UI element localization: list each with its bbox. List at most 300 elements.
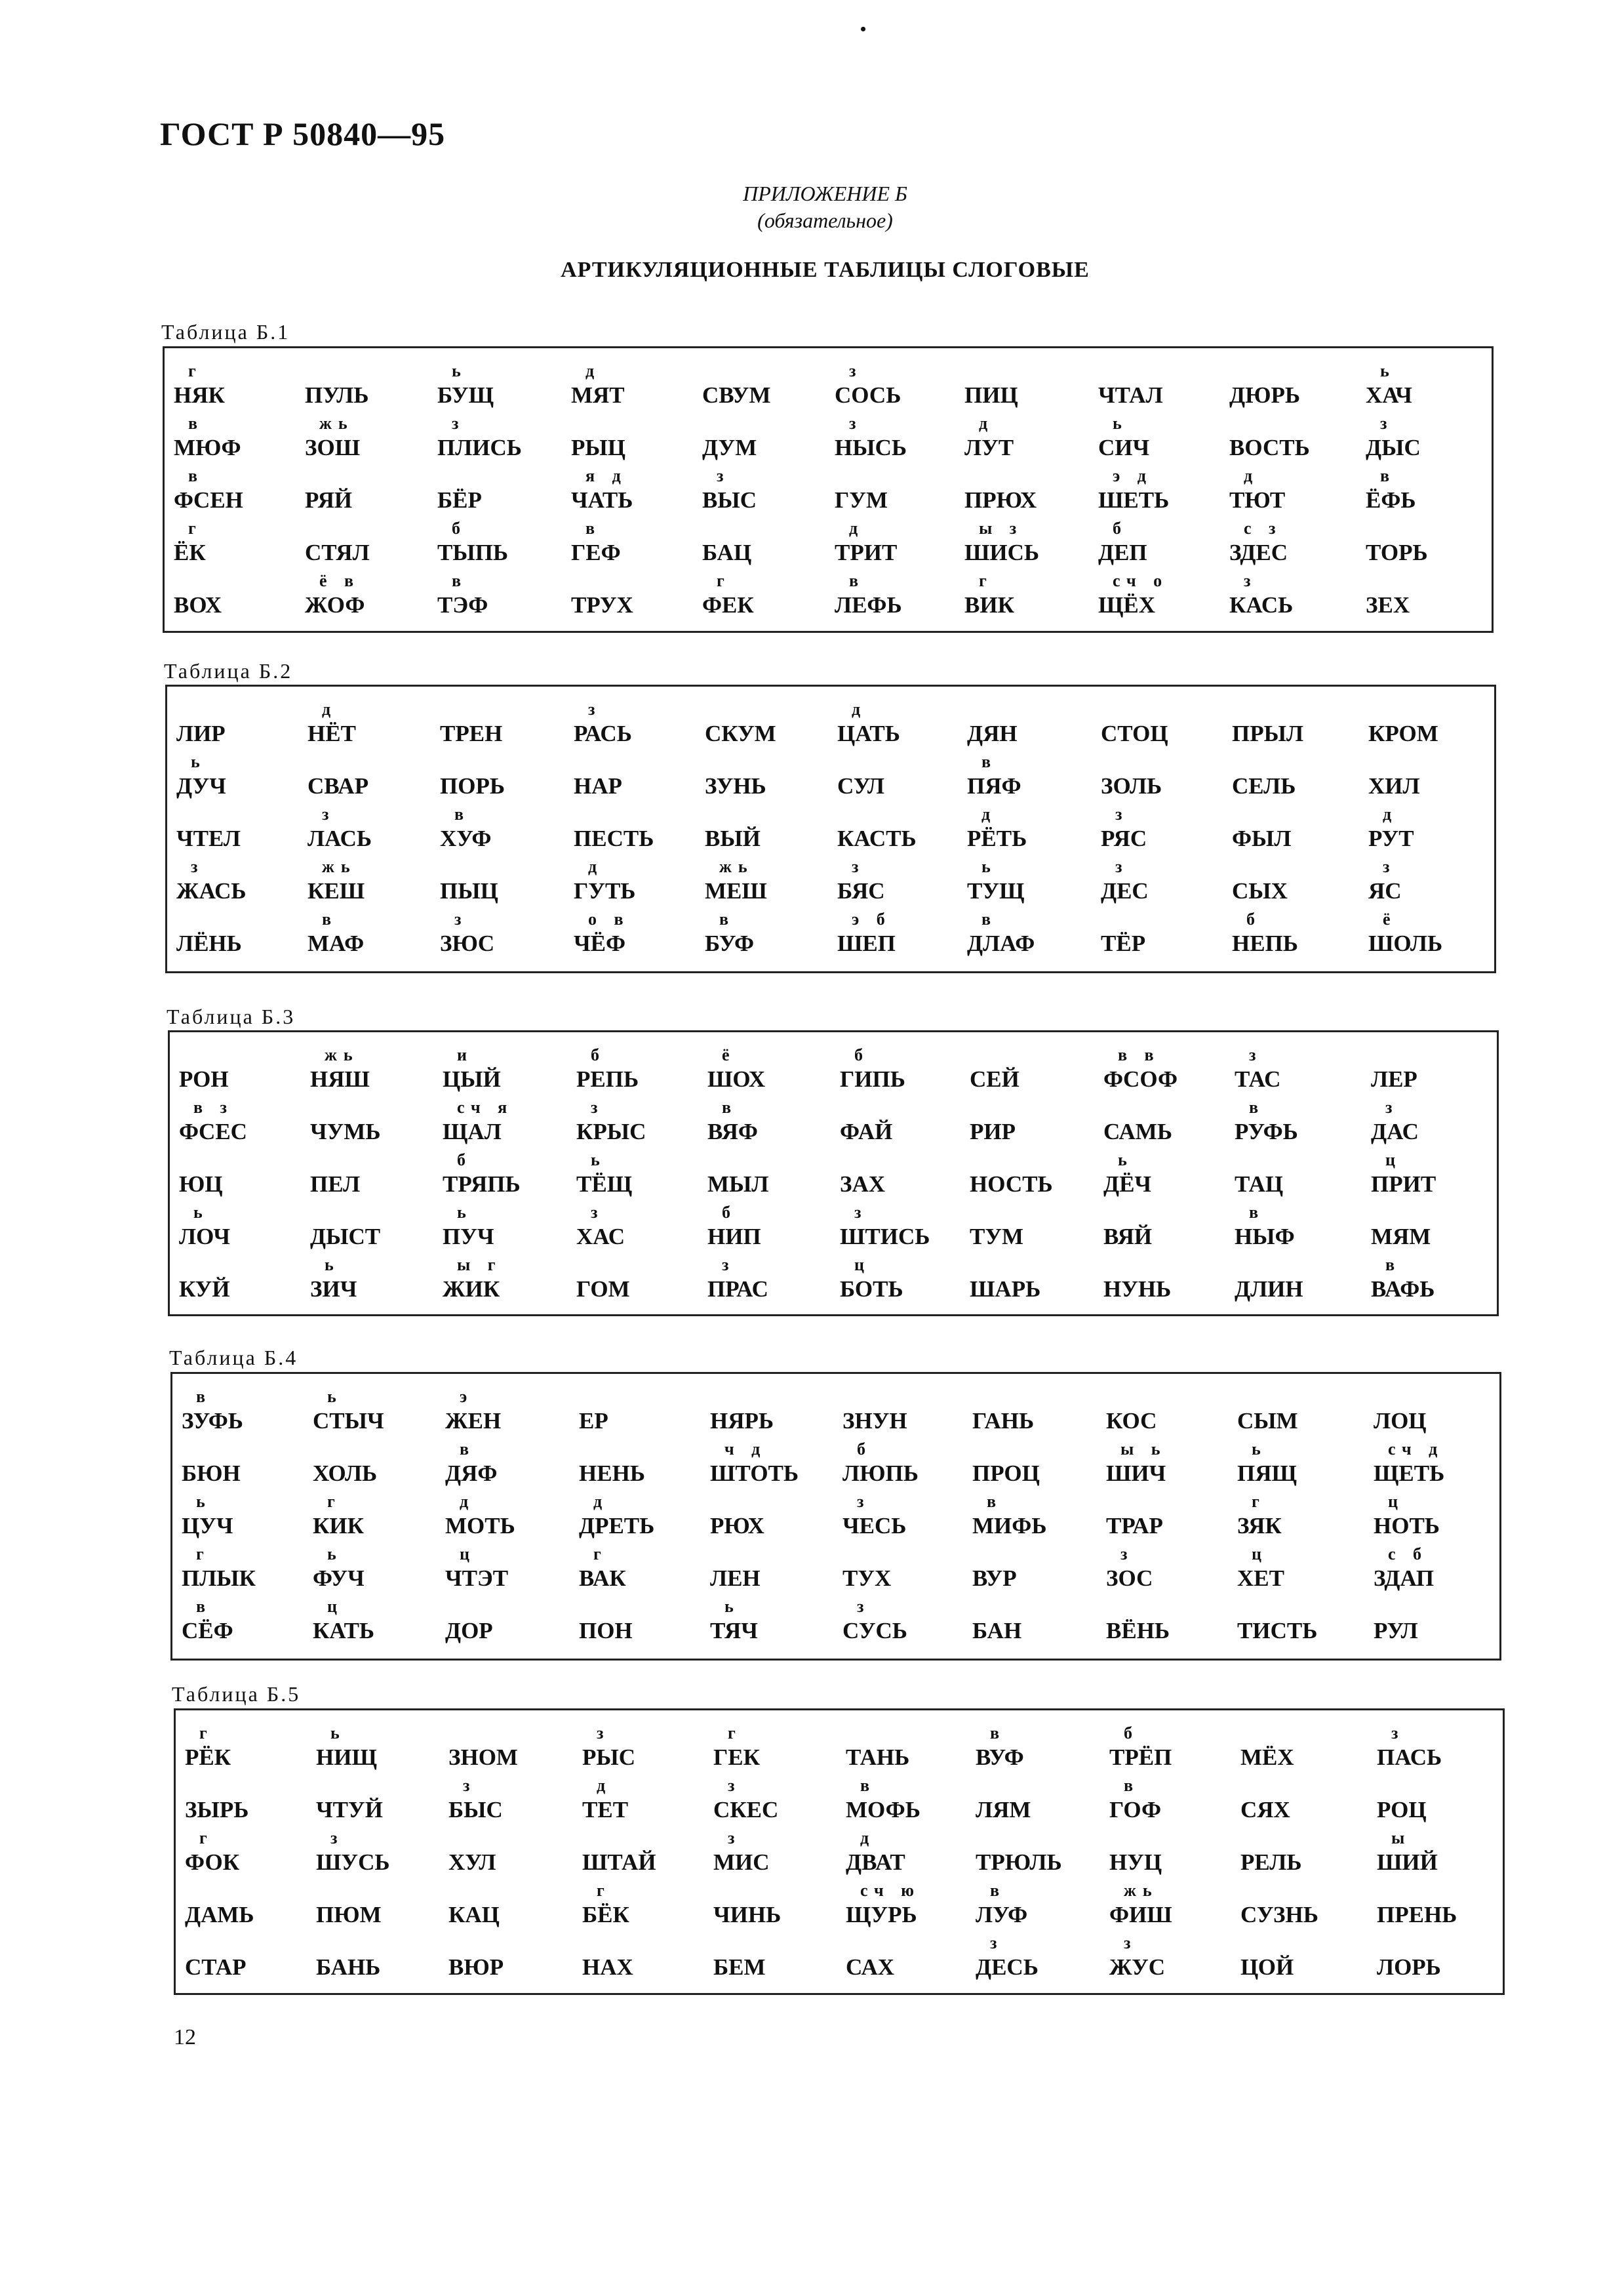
- syllable-word: ТРЯПЬ: [443, 1171, 521, 1197]
- syllable-word: ТЯЧ: [710, 1618, 758, 1643]
- syllable-word: ЗЫРЬ: [185, 1797, 249, 1823]
- syllable-word: МОФЬ: [846, 1797, 921, 1823]
- syllable-word: ФОК: [185, 1849, 240, 1875]
- syllable-word: ВЯФ: [707, 1119, 758, 1144]
- syllable-mark: ь: [327, 1387, 343, 1406]
- syllable-word: ЗДЕС: [1229, 540, 1288, 565]
- syllable-word: ХУФ: [440, 826, 492, 851]
- syllable-word: ЗЕХ: [1366, 592, 1410, 618]
- syllable-word: ТЫПЬ: [437, 540, 509, 565]
- scan-speck: •: [860, 20, 867, 39]
- syllable-word: БЮН: [182, 1460, 241, 1486]
- syllable-word: ПЯФ: [967, 773, 1021, 799]
- syllable-word: ВЁНЬ: [1106, 1618, 1170, 1643]
- syllable-mark: в: [719, 910, 736, 929]
- syllable-mark: г: [1252, 1492, 1266, 1511]
- syllable-word: ПЛИСЬ: [437, 435, 522, 460]
- syllable-word: ЛАСЬ: [307, 826, 372, 851]
- syllable-word: БЁК: [582, 1902, 629, 1927]
- syllable-mark: в: [981, 910, 998, 929]
- syllable-mark: э д: [1113, 466, 1153, 485]
- syllable-mark: д: [860, 1828, 876, 1847]
- syllable-word: ВЯЙ: [1103, 1224, 1153, 1249]
- syllable-word: ГЕК: [713, 1744, 760, 1770]
- syllable-word: ВОСТЬ: [1229, 435, 1310, 460]
- syllable-word: МЮФ: [174, 435, 241, 460]
- syllable-word: НЯК: [174, 382, 225, 408]
- syllable-word: ЧТЭТ: [445, 1565, 509, 1591]
- syllable-mark: з: [1120, 1544, 1134, 1563]
- syllable-word: ПЕЛ: [310, 1171, 361, 1197]
- syllable-mark: ы з: [979, 519, 1023, 538]
- syllable-word: СВАР: [307, 773, 369, 799]
- syllable-word: САМЬ: [1103, 1119, 1172, 1144]
- syllable-word: ХОЛЬ: [313, 1460, 378, 1486]
- syllable-mark: в: [1380, 466, 1396, 485]
- syllable-word: ДУМ: [702, 435, 757, 460]
- syllable-mark: ь: [193, 1203, 209, 1222]
- syllable-word: ЛОЧ: [179, 1224, 231, 1249]
- syllable-word: МЯМ: [1371, 1224, 1431, 1249]
- syllable-word: РЮХ: [710, 1513, 764, 1539]
- syllable-word: ТУМ: [970, 1224, 1024, 1249]
- syllable-mark: г: [199, 1828, 214, 1847]
- syllable-mark: в: [452, 571, 468, 590]
- syllable-mark: ь: [1252, 1440, 1267, 1459]
- syllable-word: РЫЦ: [571, 435, 625, 460]
- table-caption: Таблица Б.5: [172, 1682, 301, 1706]
- syllable-mark: д: [979, 414, 995, 433]
- syllable-mark: в: [990, 1881, 1006, 1900]
- syllable-word: ЩЕТЬ: [1374, 1460, 1445, 1486]
- syllable-word: ГОФ: [1109, 1797, 1162, 1823]
- syllable-word: БОТЬ: [840, 1276, 903, 1302]
- syllable-word: РЫС: [582, 1744, 636, 1770]
- syllable-word: ПИЦ: [964, 382, 1018, 408]
- syllable-mark: з: [591, 1203, 604, 1222]
- syllable-word: ЖИК: [443, 1276, 500, 1302]
- syllable-word: РУТ: [1368, 826, 1414, 851]
- syllable-word: ТРИТ: [835, 540, 898, 565]
- syllable-mark: з: [463, 1776, 477, 1795]
- syllable-word: ЗОС: [1106, 1565, 1153, 1591]
- syllable-word: ПОРЬ: [440, 773, 505, 799]
- syllable-mark: э б: [852, 910, 892, 929]
- syllable-word: ПАСЬ: [1377, 1744, 1442, 1770]
- syllable-word: НУНЬ: [1103, 1276, 1172, 1302]
- syllable-word: БЫС: [448, 1797, 503, 1823]
- syllable-word: КАСТЬ: [837, 826, 917, 851]
- syllable-word: ЛОЦ: [1374, 1408, 1427, 1434]
- syllable-word: ВЫЙ: [705, 826, 761, 851]
- syllable-word: ШИСЬ: [964, 540, 1040, 565]
- syllable-mark: з: [452, 414, 465, 433]
- syllable-word: ХАС: [576, 1224, 625, 1249]
- syllable-mark: з: [1249, 1045, 1263, 1064]
- syllable-mark: ё в: [319, 571, 361, 590]
- syllable-word: СОСЬ: [835, 382, 901, 408]
- syllable-word: ЗИЧ: [310, 1276, 357, 1302]
- syllable-word: ВИК: [964, 592, 1014, 618]
- syllable-mark: э: [460, 1387, 474, 1406]
- syllable-word: ТЕТ: [582, 1797, 629, 1823]
- syllable-word: ТЮТ: [1229, 487, 1286, 513]
- syllable-word: РЯС: [1101, 826, 1147, 851]
- syllable-word: НОСТЬ: [970, 1171, 1053, 1197]
- syllable-word: ТАЦ: [1235, 1171, 1284, 1197]
- syllable-word: КИК: [313, 1513, 364, 1539]
- syllable-word: ЧУМЬ: [310, 1119, 381, 1144]
- syllable-word: НЁТ: [307, 721, 356, 746]
- syllable-mark: ь: [325, 1255, 340, 1274]
- syllable-mark: д: [460, 1492, 475, 1511]
- syllable-word: СТЫЧ: [313, 1408, 384, 1434]
- syllable-mark: з: [1391, 1723, 1405, 1742]
- syllable-word: ЁФЬ: [1366, 487, 1416, 513]
- syllable-mark: в в: [1118, 1045, 1160, 1064]
- syllable-word: КЕШ: [307, 878, 365, 904]
- syllable-word: ШУСЬ: [316, 1849, 390, 1875]
- syllable-word: ЩАЛ: [443, 1119, 502, 1144]
- syllable-mark: б: [457, 1150, 472, 1169]
- syllable-mark: сч о: [1113, 571, 1169, 590]
- syllable-mark: з: [1124, 1933, 1138, 1952]
- syllable-word: КАСЬ: [1229, 592, 1294, 618]
- syllable-mark: з: [322, 805, 336, 824]
- syllable-word: ДЕС: [1101, 878, 1149, 904]
- syllable-word: ТОРЬ: [1366, 540, 1428, 565]
- syllable-word: ПЕСТЬ: [574, 826, 654, 851]
- syllable-mark: в: [1249, 1098, 1265, 1117]
- syllable-word: ЩУРЬ: [846, 1902, 917, 1927]
- table-caption: Таблица Б.1: [161, 320, 290, 344]
- syllable-word: МЁХ: [1240, 1744, 1294, 1770]
- syllable-mark: д: [1244, 466, 1259, 485]
- syllable-mark: о в: [588, 910, 630, 929]
- syllable-word: ГАНЬ: [972, 1408, 1035, 1434]
- syllable-mark: в: [1385, 1255, 1402, 1274]
- syllable-mark: д: [852, 700, 867, 719]
- syllable-mark: з: [849, 414, 863, 433]
- syllable-mark: в: [990, 1723, 1006, 1742]
- syllable-word: СКЕС: [713, 1797, 779, 1823]
- syllable-mark: д: [849, 519, 865, 538]
- syllable-word: ТЁЩ: [576, 1171, 633, 1197]
- syllable-word: СКУМ: [705, 721, 776, 746]
- syllable-word: РИР: [970, 1119, 1016, 1144]
- syllable-word: ЦАТЬ: [837, 721, 900, 746]
- syllable-word: ФЕК: [702, 592, 754, 618]
- syllable-word: ШТИСЬ: [840, 1224, 930, 1249]
- syllable-word: ХАЧ: [1366, 382, 1412, 408]
- syllable-mark: в: [454, 805, 471, 824]
- syllable-word: ШИЧ: [1106, 1460, 1166, 1486]
- syllable-mark: з: [591, 1098, 604, 1117]
- syllable-word: КОС: [1106, 1408, 1157, 1434]
- syllable-mark: ь: [981, 857, 997, 876]
- syllable-word: ШТОТЬ: [710, 1460, 799, 1486]
- syllable-word: ПРЫЛ: [1232, 721, 1304, 746]
- syllable-mark: г: [728, 1723, 742, 1742]
- syllable-mark: ц: [854, 1255, 871, 1274]
- syllable-word: ХУЛ: [448, 1849, 496, 1875]
- syllable-word: ДЮРЬ: [1229, 382, 1301, 408]
- syllable-mark: д: [585, 361, 601, 380]
- syllable-mark: б: [1113, 519, 1128, 538]
- syllable-mark: ь: [327, 1544, 343, 1563]
- syllable-mark: в: [1249, 1203, 1265, 1222]
- syllable-mark: з: [1115, 805, 1129, 824]
- syllable-word: РУЛ: [1374, 1618, 1418, 1643]
- syllable-mark: г: [717, 571, 731, 590]
- syllable-mark: в: [188, 466, 205, 485]
- syllable-mark: в: [860, 1776, 877, 1795]
- syllable-word: ЗАХ: [840, 1171, 886, 1197]
- syllable-mark: г: [188, 519, 203, 538]
- syllable-word: ДАС: [1371, 1119, 1419, 1144]
- syllable-word: ТРЕН: [440, 721, 503, 746]
- syllable-word: ЛЯМ: [976, 1797, 1031, 1823]
- syllable-table: [165, 685, 1496, 973]
- syllable-mark: г: [327, 1492, 342, 1511]
- syllable-mark: з: [857, 1597, 871, 1616]
- syllable-word: ТРЁП: [1109, 1744, 1172, 1770]
- syllable-mark: з: [728, 1828, 742, 1847]
- syllable-word: ПЛЫК: [182, 1565, 256, 1591]
- syllable-mark: ь: [457, 1203, 473, 1222]
- syllable-word: НАР: [574, 773, 622, 799]
- syllable-word: ТРЮЛЬ: [976, 1849, 1062, 1875]
- syllable-word: ЧИНЬ: [713, 1902, 782, 1927]
- syllable-word: ПРАС: [707, 1276, 768, 1302]
- syllable-word: ЗОШ: [305, 435, 361, 460]
- syllable-word: ДЛИН: [1235, 1276, 1303, 1302]
- syllable-word: ШИЙ: [1377, 1849, 1438, 1875]
- syllable-word: ШТАЙ: [582, 1849, 656, 1875]
- syllable-word: ЛИР: [176, 721, 226, 746]
- syllable-word: ДОР: [445, 1618, 493, 1643]
- syllable-mark: д: [597, 1776, 612, 1795]
- syllable-word: КУЙ: [179, 1276, 230, 1302]
- syllable-word: ХЕТ: [1237, 1565, 1284, 1591]
- syllable-word: МЯТ: [571, 382, 625, 408]
- syllable-word: ДАМЬ: [185, 1902, 254, 1927]
- syllable-word: ГОМ: [576, 1276, 630, 1302]
- syllable-mark: жь: [1124, 1881, 1159, 1900]
- syllable-word: СИЧ: [1098, 435, 1150, 460]
- syllable-mark: ц: [1252, 1544, 1268, 1563]
- syllable-mark: д: [981, 805, 997, 824]
- syllable-word: ТУХ: [842, 1565, 892, 1591]
- syllable-mark: ц: [1388, 1492, 1404, 1511]
- syllable-mark: жь: [325, 1045, 359, 1064]
- syllable-word: МИС: [713, 1849, 770, 1875]
- syllable-mark: д: [588, 857, 604, 876]
- syllable-word: ЖАСЬ: [176, 878, 247, 904]
- syllable-mark: ц: [460, 1544, 476, 1563]
- syllable-mark: ц: [327, 1597, 344, 1616]
- syllable-word: ЗНОМ: [448, 1744, 518, 1770]
- syllable-mark: в: [585, 519, 602, 538]
- syllable-word: ДЫСТ: [310, 1224, 381, 1249]
- syllable-word: КАЦ: [448, 1902, 500, 1927]
- syllable-word: БАЦ: [702, 540, 752, 565]
- syllable-mark: з: [849, 361, 863, 380]
- syllable-word: ЩЁХ: [1098, 592, 1156, 618]
- syllable-word: ГУТЬ: [574, 878, 636, 904]
- syllable-word: МАФ: [307, 931, 365, 956]
- syllable-word: СУЗНЬ: [1240, 1902, 1318, 1927]
- syllable-mark: з: [717, 466, 730, 485]
- syllable-word: ЦОЙ: [1240, 1954, 1294, 1980]
- main-title: АРТИКУЛЯЦИОННЫЕ ТАБЛИЦЫ СЛОГОВЫЕ: [561, 258, 1090, 282]
- syllable-word: ДЯН: [967, 721, 1018, 746]
- syllable-mark: б: [722, 1203, 737, 1222]
- syllable-word: ШОЛЬ: [1368, 931, 1443, 956]
- syllable-word: РОЦ: [1377, 1797, 1427, 1823]
- syllable-word: БЁР: [437, 487, 482, 513]
- syllable-mark: ь: [1118, 1150, 1134, 1169]
- syllable-word: РЁТЬ: [967, 826, 1027, 851]
- syllable-word: ЧТЕЛ: [176, 826, 241, 851]
- syllable-word: ЛЁНЬ: [176, 931, 242, 956]
- syllable-mark: и: [457, 1045, 473, 1064]
- syllable-word: НЕНЬ: [579, 1460, 645, 1486]
- syllable-word: НОТЬ: [1374, 1513, 1440, 1539]
- syllable-word: ЦУЧ: [182, 1513, 233, 1539]
- syllable-mark: ё: [722, 1045, 736, 1064]
- syllable-word: КРЫС: [576, 1119, 646, 1144]
- syllable-mark: сч д: [1388, 1440, 1444, 1459]
- syllable-mark: в: [322, 910, 338, 929]
- syllable-mark: б: [591, 1045, 606, 1064]
- syllable-word: РЕЛЬ: [1240, 1849, 1302, 1875]
- page-number: 12: [174, 2025, 196, 2049]
- syllable-word: ТИСТЬ: [1237, 1618, 1318, 1643]
- syllable-word: ТЁР: [1101, 931, 1146, 956]
- syllable-mark: ё: [1383, 910, 1397, 929]
- syllable-mark: д: [1383, 805, 1398, 824]
- syllable-word: ДЕП: [1098, 540, 1147, 565]
- syllable-word: ЧАТЬ: [571, 487, 633, 513]
- syllable-mark: з: [597, 1723, 610, 1742]
- syllable-word: ЛЮПЬ: [842, 1460, 919, 1486]
- syllable-mark: с б: [1388, 1544, 1429, 1563]
- syllable-mark: б: [452, 519, 467, 538]
- syllable-mark: жь: [719, 857, 754, 876]
- syllable-word: НЕПЬ: [1232, 931, 1298, 956]
- syllable-mark: ь: [330, 1723, 346, 1742]
- syllable-mark: б: [854, 1045, 869, 1064]
- syllable-word: ПЯЩ: [1237, 1460, 1297, 1486]
- syllable-table: [168, 1030, 1499, 1316]
- syllable-word: ГЕФ: [571, 540, 621, 565]
- syllable-word: ЯС: [1368, 878, 1402, 904]
- syllable-word: ФУЧ: [313, 1565, 365, 1591]
- syllable-word: ЗОЛЬ: [1101, 773, 1162, 799]
- syllable-word: ДЫС: [1366, 435, 1421, 460]
- syllable-mark: б: [857, 1440, 872, 1459]
- syllable-word: ДЯФ: [445, 1460, 498, 1486]
- syllable-mark: в: [722, 1098, 738, 1117]
- syllable-mark: ь: [724, 1597, 740, 1616]
- syllable-mark: в: [981, 752, 998, 771]
- syllable-mark: жь: [322, 857, 357, 876]
- syllable-mark: в з: [193, 1098, 233, 1117]
- syllable-mark: б: [1124, 1723, 1139, 1742]
- syllable-mark: з: [728, 1776, 742, 1795]
- syllable-mark: з: [588, 700, 602, 719]
- syllable-word: ЧТУЙ: [316, 1797, 383, 1823]
- syllable-word: ЧТАЛ: [1098, 382, 1163, 408]
- syllable-word: ФИШ: [1109, 1902, 1172, 1927]
- syllable-word: НИП: [707, 1224, 761, 1249]
- syllable-mark: с з: [1244, 519, 1282, 538]
- syllable-word: СЯХ: [1240, 1797, 1290, 1823]
- syllable-word: ВЮР: [448, 1954, 504, 1980]
- syllable-word: НЯШ: [310, 1066, 370, 1092]
- syllable-word: НУЦ: [1109, 1849, 1162, 1875]
- syllable-word: СЫМ: [1237, 1408, 1298, 1434]
- syllable-word: РЕПЬ: [576, 1066, 639, 1092]
- syllable-word: НЯРЬ: [710, 1408, 774, 1434]
- syllable-word: ЛЕР: [1371, 1066, 1417, 1092]
- syllable-word: ФСЕН: [174, 487, 243, 513]
- syllable-mark: ы: [1391, 1828, 1412, 1847]
- appendix-title: ПРИЛОЖЕНИЕ Б: [743, 182, 907, 205]
- syllable-word: САХ: [846, 1954, 895, 1980]
- syllable-mark: ь: [1113, 414, 1128, 433]
- syllable-mark: в: [849, 571, 865, 590]
- syllable-word: ВОХ: [174, 592, 222, 618]
- syllable-mark: в: [196, 1597, 212, 1616]
- syllable-word: ЛЕФЬ: [835, 592, 902, 618]
- syllable-mark: ь: [1380, 361, 1396, 380]
- syllable-mark: ь: [452, 361, 467, 380]
- syllable-word: НИЩ: [316, 1744, 377, 1770]
- syllable-word: ЗЮС: [440, 931, 495, 956]
- syllable-word: ФСОФ: [1103, 1066, 1178, 1092]
- syllable-word: ФАЙ: [840, 1119, 893, 1144]
- syllable-word: ЕР: [579, 1408, 608, 1434]
- syllable-mark: ь: [196, 1492, 212, 1511]
- syllable-word: ЛЕН: [710, 1565, 761, 1591]
- syllable-word: МОТЬ: [445, 1513, 515, 1539]
- syllable-word: СВУМ: [702, 382, 771, 408]
- syllable-word: ТРАР: [1106, 1513, 1163, 1539]
- syllable-word: ПУЛЬ: [305, 382, 369, 408]
- syllable-mark: я д: [585, 466, 627, 485]
- syllable-word: ЧЕСЬ: [842, 1513, 907, 1539]
- syllable-word: БУЩ: [437, 382, 494, 408]
- syllable-word: ЛОРЬ: [1377, 1954, 1441, 1980]
- syllable-word: БАНЬ: [316, 1954, 381, 1980]
- syllable-mark: з: [1380, 414, 1394, 433]
- syllable-word: ШАРЬ: [970, 1276, 1041, 1302]
- syllable-word: ВУР: [972, 1565, 1017, 1591]
- syllable-word: ТРУХ: [571, 592, 633, 618]
- syllable-mark: в: [460, 1440, 476, 1459]
- syllable-word: РЯЙ: [305, 487, 353, 513]
- syllable-mark: г: [188, 361, 203, 380]
- syllable-word: СЁФ: [182, 1618, 233, 1643]
- syllable-word: СТАР: [185, 1954, 247, 1980]
- syllable-word: ДЛАФ: [967, 931, 1035, 956]
- syllable-word: ЗДАП: [1374, 1565, 1435, 1591]
- syllable-mark: г: [196, 1544, 210, 1563]
- syllable-word: ДРЕТЬ: [579, 1513, 655, 1539]
- syllable-mark: в: [188, 414, 205, 433]
